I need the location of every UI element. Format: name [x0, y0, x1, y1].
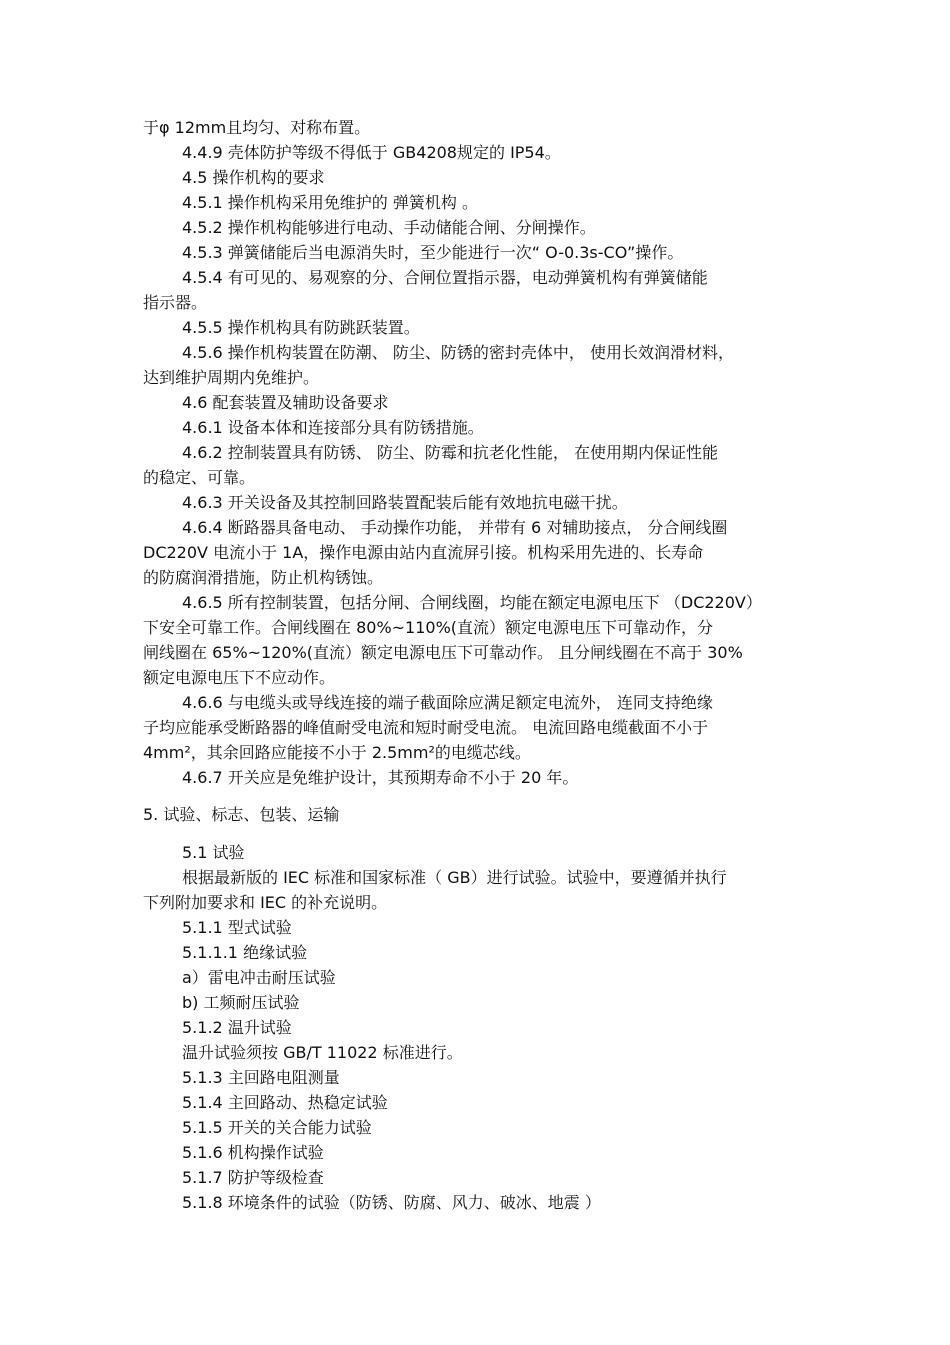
- clause-4-5-6: 4.5.6 操作机构装置在防潮、 防尘、防锈的密封壳体中， 使用长效润滑材料，: [182, 343, 734, 362]
- clause-5-1-8: 5.1.8 环境条件的试验（防锈、防腐、风力、破冰、地震 ）: [182, 1193, 601, 1212]
- clause-4-6-1: 4.6.1 设备本体和连接部分具有防锈措施。: [182, 418, 484, 437]
- clause-5-1-7: 5.1.7 防护等级检查: [182, 1168, 324, 1187]
- clause-5-1-3: 5.1.3 主回路电阻测量: [182, 1068, 340, 1087]
- clause-4-5-5: 4.5.5 操作机构具有防跳跃装置。: [182, 318, 420, 337]
- list-item-a: a）雷电冲击耐压试验: [182, 968, 336, 987]
- clause-4-6-6: 4.6.6 与电缆头或导线连接的端子截面除应满足额定电流外， 连同支持绝缘: [182, 693, 713, 712]
- text-line: 下列附加要求和 IEC 的补充说明。: [143, 893, 388, 912]
- text-line: 的防腐润滑措施，防止机构锈蚀。: [143, 568, 384, 587]
- clause-4-6-3: 4.6.3 开关设备及其控制回路装置配装后能有效地抗电磁干扰。: [182, 493, 628, 512]
- chapter-heading-5: 5. 试验、标志、包装、运输: [143, 805, 340, 824]
- text-line: 指示器。: [143, 293, 208, 312]
- clause-4-5-4: 4.5.4 有可见的、易观察的分、合闸位置指示器，电动弹簧机构有弹簧储能: [182, 268, 708, 287]
- text-line: 根据最新版的 IEC 标准和国家标准（ GB）进行试验。试验中，要遵循并执行: [182, 868, 727, 887]
- section-heading-4-5: 4.5 操作机构的要求: [182, 168, 325, 187]
- clause-4-5-3: 4.5.3 弹簧储能后当电源消失时，至少能进行一次“ O-0.3s-CO”操作。: [182, 243, 684, 262]
- section-heading-4-6: 4.6 配套装置及辅助设备要求: [182, 393, 389, 412]
- text-line: DC220V 电流小于 1A，操作电源由站内直流屏引接。机构采用先进的、长寿命: [143, 543, 704, 562]
- text-line: 温升试验须按 GB/T 11022 标准进行。: [182, 1043, 463, 1062]
- text-line: 子均应能承受断路器的峰值耐受电流和短时耐受电流。 电流回路电缆截面不小于: [143, 718, 709, 737]
- clause-4-6-4: 4.6.4 断路器具备电动、 手动操作功能， 并带有 6 对辅助接点， 分合闸线圈: [182, 518, 728, 537]
- clause-4-6-2: 4.6.2 控制装置具有防锈、 防尘、防霉和抗老化性能， 在使用期内保证性能: [182, 443, 718, 462]
- list-item-b: b) 工频耐压试验: [182, 993, 300, 1012]
- clause-5-1-4: 5.1.4 主回路动、热稳定试验: [182, 1093, 388, 1112]
- clause-4-5-1: 4.5.1 操作机构采用免维护的 弹簧机构 。: [182, 193, 478, 212]
- text-line: 闸线圈在 65%~120%(直流）额定电源电压下可靠动作。 且分闸线圈在不高于 30%: [143, 643, 743, 662]
- text-line: 额定电源电压下不应动作。: [143, 668, 336, 687]
- clause-5-1-1-1: 5.1.1.1 绝缘试验: [182, 943, 308, 962]
- clause-4-6-5: 4.6.5 所有控制装置，包括分闸、合闸线圈，均能在额定电源电压下 （DC220V）: [182, 593, 762, 612]
- clause-4-6-7: 4.6.7 开关应是免维护设计，其预期寿命不小于 20 年。: [182, 768, 579, 787]
- text-line: 达到维护周期内免维护。: [143, 368, 320, 387]
- text-line: 于φ 12mm且均匀、对称布置。: [143, 118, 371, 137]
- text-line: 下安全可靠工作。合闸线圈在 80%~110%(直流）额定电源电压下可靠动作，分: [143, 618, 714, 637]
- text-line: 的稳定、可靠。: [143, 468, 256, 487]
- clause-5-1-6: 5.1.6 机构操作试验: [182, 1143, 324, 1162]
- clause-4-4-9: 4.4.9 壳体防护等级不得低于 GB4208规定的 IP54。: [182, 143, 561, 162]
- section-heading-5-1: 5.1 试验: [182, 843, 245, 862]
- clause-5-1-5: 5.1.5 开关的关合能力试验: [182, 1118, 372, 1137]
- clause-4-5-2: 4.5.2 操作机构能够进行电动、手动储能合闸、分闸操作。: [182, 218, 596, 237]
- clause-5-1-2: 5.1.2 温升试验: [182, 1018, 292, 1037]
- clause-5-1-1: 5.1.1 型式试验: [182, 918, 292, 937]
- text-line: 4mm²，其余回路应能接不小于 2.5mm²的电缆芯线。: [143, 743, 531, 762]
